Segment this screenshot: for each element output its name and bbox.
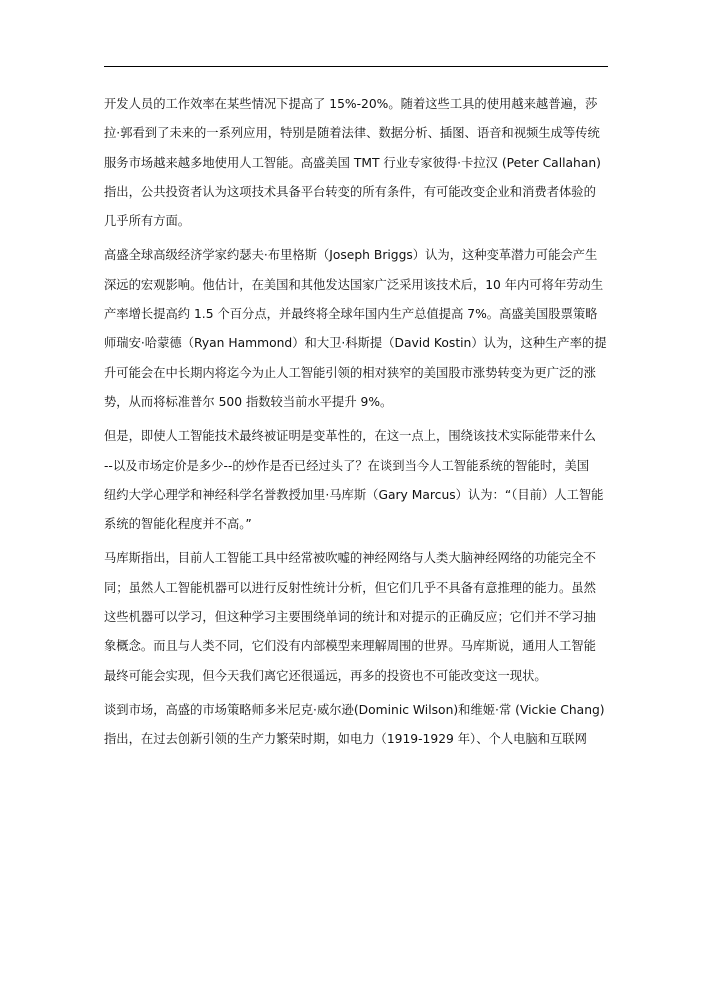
- text-line: 系统的智能化程度并不高。”: [104, 517, 252, 532]
- text-line: 深远的宏观影响。他估计，在美国和其他发达国家广泛采用该技术后，10 年内可将年劳动生: [104, 277, 604, 292]
- text-line: 服务市场越来越多地使用人工智能。高盛美国 TMT 行业专家彼得·卡拉汉 (Peter Callahan): [104, 155, 601, 170]
- text-line: 拉·郭看到了未来的一系列应用，特别是随着法律、数据分析、插图、语音和视频生成等传统: [104, 126, 600, 141]
- text-line: 高盛全球高级经济学家约瑟夫·布里格斯（Joseph Briggs）认为，这种变革潜力可能会产生: [104, 248, 598, 263]
- text-line: 同；虽然人工智能机器可以进行反射性统计分析，但它们几乎不具备有意推理的能力。虽然: [104, 580, 596, 595]
- text-line: --以及市场定价是多少--的炒作是否已经过头了？在谈到当今人工智能系统的智能时，美国: [104, 458, 590, 473]
- article-body: [104, 90, 608, 755]
- text-line: 升可能会在中长期内将迄今为止人工智能引领的相对狭窄的美国股市涨势转变为更广泛的涨: [104, 365, 596, 380]
- text-line: 谈到市场，高盛的市场策略师多米尼克·威尔逊(Dominic Wilson)和维姬·常 (Vickie Chang): [104, 702, 605, 717]
- text-line: 指出，在过去创新引领的生产力繁荣时期，如电力（1919-1929 年）、个人电脑和互联网: [104, 732, 587, 747]
- text-line: 产率增长提高约 1.5 个百分点，并最终将全球年国内生产总值提高 7%。高盛美国股票策略: [104, 307, 598, 322]
- text-line: 但是，即使人工智能技术最终被证明是变革性的，在这一点上，围绕该技术实际能带来什么: [104, 429, 596, 444]
- text-line: 最终可能会实现，但今天我们离它还很遥远，再多的投资也不可能改变这一现状。: [104, 668, 547, 683]
- text-line: 师瑞安·哈蒙德（Ryan Hammond）和大卫·科斯提（David Kostin）认为，这种生产率的提: [104, 336, 607, 351]
- text-line: 指出，公共投资者认为这项技术具备平台转变的所有条件，有可能改变企业和消费者体验的: [104, 184, 596, 199]
- text-line: 几乎所有方面。: [104, 214, 191, 229]
- text-line: 这些机器可以学习，但这种学习主要围绕单词的统计和对提示的正确反应；它们并不学习抽: [104, 610, 596, 625]
- text-line: 势，从而将标准普尔 500 指数较当前水平提升 9%。: [104, 394, 393, 409]
- text-line: 开发人员的工作效率在某些情况下提高了 15%-20%。随着这些工具的使用越来越普遍，莎: [104, 97, 598, 111]
- text-line: 象概念。而且与人类不同，它们没有内部模型来理解周围的世界。马库斯说，通用人工智能: [104, 639, 596, 654]
- text-line: 纽约大学心理学和神经科学名誉教授加里·马库斯（Gary Marcus）认为：“（目前）人工智能: [104, 487, 604, 502]
- text-line: 马库斯指出，目前人工智能工具中经常被吹嘘的神经网络与人类大脑神经网络的功能完全不: [104, 551, 596, 566]
- header-rule: [104, 66, 608, 67]
